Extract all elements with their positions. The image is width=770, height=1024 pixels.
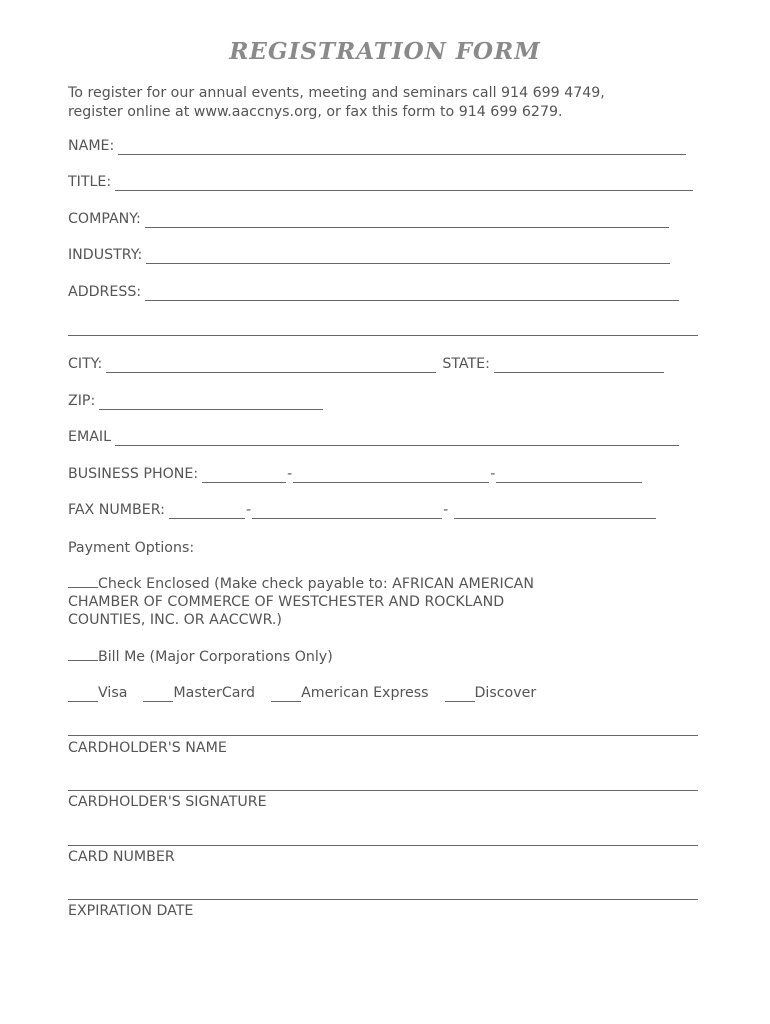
form-title: REGISTRATION FORM [229,38,541,65]
industry-field[interactable] [146,250,670,264]
discover-label: Discover [474,685,537,701]
form-intro [68,84,708,122]
address-row [68,284,679,301]
intro-line-1: To register for our annual events, meeting and seminars call 914 699 4749, [68,85,605,101]
expiration-date-field[interactable] [68,899,698,900]
name-field[interactable] [118,141,686,155]
zip-field[interactable] [99,396,323,410]
business-phone-label: BUSINESS PHONE: [68,466,199,482]
business-phone-row [68,466,642,483]
title-row [68,174,693,191]
bill-me-label: Bill Me (Major Corporations Only) [98,649,333,665]
name-label: NAME: [68,138,115,154]
company-label: COMPANY: [68,211,141,227]
city-state-row [68,356,664,373]
bill-me-option [68,648,333,666]
address-line-2[interactable] [68,335,698,336]
email-field[interactable] [115,432,679,446]
fax-number-row [68,502,656,519]
email-label: EMAIL [68,429,111,445]
address-field[interactable] [145,287,679,301]
company-field[interactable] [145,214,669,228]
cardholder-signature-label: CARDHOLDER'S SIGNATURE [68,794,267,810]
mastercard-blank[interactable] [143,689,173,702]
intro-line-2: register online at www.aaccnys.org, or fax this form to 914 699 6279. [68,104,563,120]
title-label: TITLE: [68,174,112,190]
email-row [68,429,679,446]
payment-options-heading: Payment Options: [68,540,195,556]
business-phone-prefix-field[interactable] [293,469,489,483]
discover-blank[interactable] [445,689,475,702]
state-field[interactable] [494,359,664,373]
check-enclosed-label: Check Enclosed (Make check payable to: AFRICAN AMERICAN [98,576,534,592]
expiration-date-label: EXPIRATION DATE [68,903,194,919]
visa-option [68,684,127,702]
city-field[interactable] [106,359,436,373]
name-row [68,138,686,155]
business-phone-line-field[interactable] [496,469,642,483]
address-label: ADDRESS: [68,284,142,300]
check-enclosed-blank[interactable] [68,575,98,588]
state-label: STATE: [442,356,490,372]
mastercard-option [143,684,255,702]
title-field[interactable] [115,177,693,191]
american-express-label: American Express [301,685,429,701]
business-phone-area-field[interactable] [202,469,286,483]
industry-label: INDUSTRY: [68,247,143,263]
city-label: CITY: [68,356,103,372]
industry-row [68,247,670,264]
cardholder-signature-field[interactable] [68,790,698,791]
company-row [68,211,669,228]
zip-row [68,393,323,410]
fax-line-field[interactable] [454,505,656,519]
bill-me-blank[interactable] [68,648,98,661]
check-enclosed-line-2: CHAMBER OF COMMERCE OF WESTCHESTER AND ROCKLAND [68,594,505,610]
check-enclosed-line-3: COUNTIES, INC. OR AACCWR.) [68,612,282,628]
business-phone-dash-1: - [287,466,293,482]
card-number-label: CARD NUMBER [68,849,175,865]
visa-blank[interactable] [68,689,98,702]
fax-area-field[interactable] [169,505,245,519]
visa-label: Visa [98,685,128,701]
fax-dash-1: - [245,502,252,518]
cardholder-name-label: CARDHOLDER'S NAME [68,740,227,756]
check-enclosed-option [68,575,534,593]
zip-label: ZIP: [68,393,96,409]
mastercard-label: MasterCard [173,685,256,701]
american-express-blank[interactable] [271,689,301,702]
card-type-options [68,684,552,707]
discover-option [445,684,537,702]
cardholder-name-field[interactable] [68,735,698,736]
american-express-option [271,684,428,702]
fax-prefix-field[interactable] [252,505,442,519]
card-number-field[interactable] [68,845,698,846]
fax-dash-2: - [443,502,449,518]
business-phone-dash-2: - [490,466,496,482]
fax-number-label: FAX NUMBER: [68,502,165,518]
